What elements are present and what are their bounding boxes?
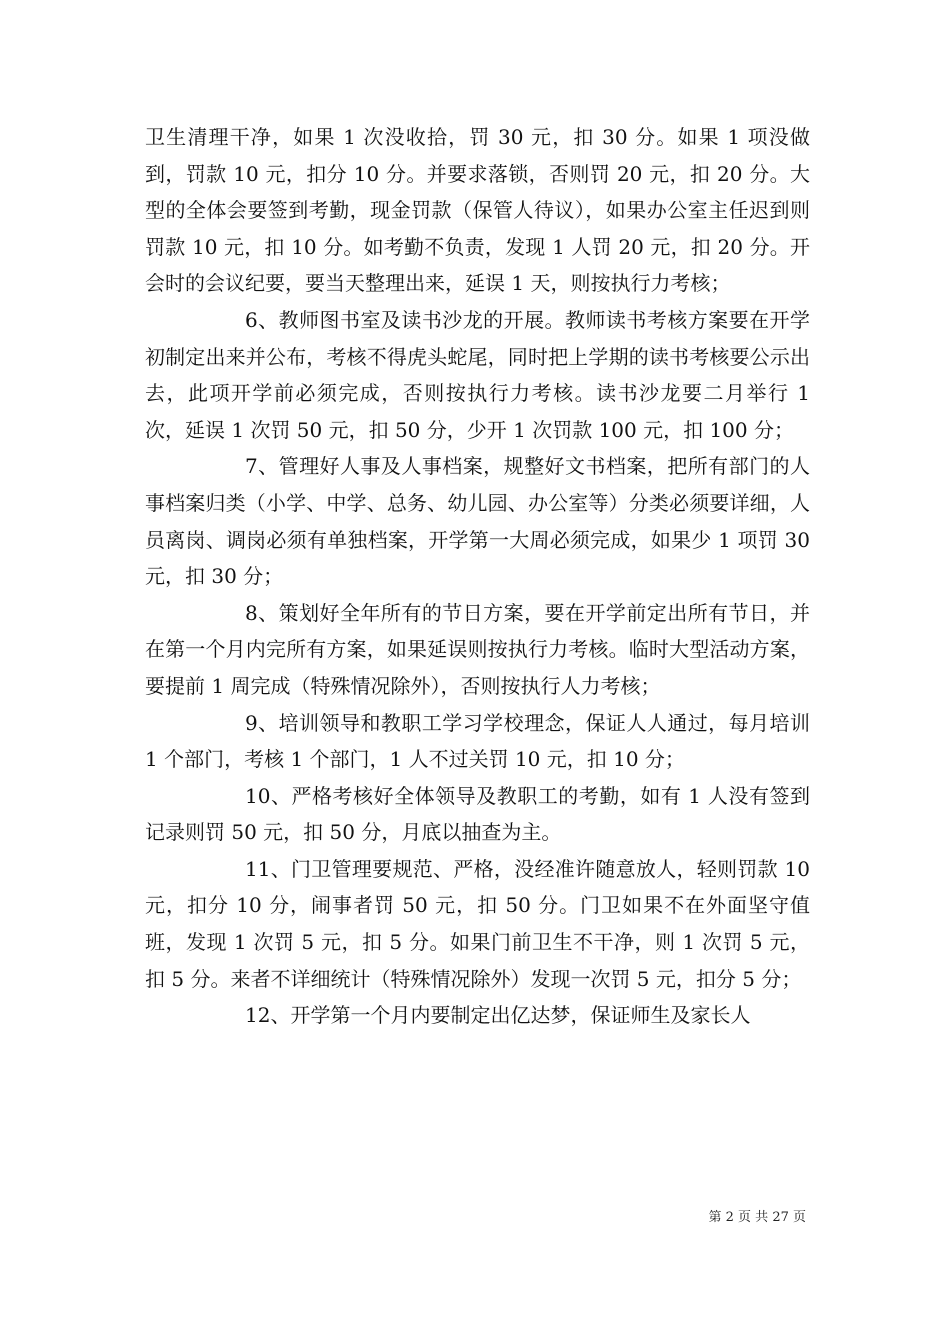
paragraph-item-7: 7、管理好人事及人事档案，规整好文书档案，把所有部门的人事档案归类（小学、中学、总务、幼儿园、办公室等）分类必须要详细，人员离岗、调岗必须有单独档案，开学第一大周必须完成，如果少 1 项罚 30 元，扣 30 分； (145, 454, 810, 589)
paragraph-item-10: 10、严格考核好全体领导及教职工的考勤，如有 1 人没有签到记录则罚 50 元，扣 50 分，月底以抽查为主。 (145, 783, 810, 845)
page-number-footer: 第 2 页 共 27 页 (708, 1210, 806, 1225)
paragraph-item-12: 12、开学第一个月内要制定出亿达梦，保证师生及家长人 (245, 1003, 751, 1028)
paragraph-item-8: 8、策划好全年所有的节日方案，要在开学前定出所有节日，并在第一个月内完所有方案，如果延误则按执行力考核。临时大型活动方案，要提前 1 周完成（特殊情况除外），否则按执行人力考核； (145, 600, 810, 698)
paragraph-continued: 卫生清理干净，如果 1 次没收拾，罚 30 元，扣 30 分。如果 1 项没做到，罚款 10 元，扣分 10 分。并要求落锁，否则罚 20 元，扣 20 分。大型的全体会要签到考勤，现金罚款（保管人待议），如果办公室主任迟到则罚款 10 元，扣 10 分。如考勤不负责，发现 1 人罚 20 元，扣 20 分。开会时的会议纪要，要当天整理出来，延误 1 天，则按执行力考核； (145, 125, 810, 296)
document-body (145, 119, 810, 1034)
paragraph-item-11: 11、门卫管理要规范、严格，没经准许随意放人，轻则罚款 10 元，扣分 10 分，闹事者罚 50 元，扣 50 分。门卫如果不在外面坚守值班，发现 1 次罚 5 元，扣 5 分。如果门前卫生不干净，则 1 次罚 5 元，扣 5 分。来者不详细统计（特殊情况除外）发现一次罚 5 元，扣分 5 分； (145, 856, 810, 991)
paragraph-item-9: 9、培训领导和教职工学习学校理念，保证人人通过，每月培训 1 个部门，考核 1 个部门，1 人不过关罚 10 元，扣 10 分； (145, 710, 810, 772)
paragraph-item-6: 6、教师图书室及读书沙龙的开展。教师读书考核方案要在开学初制定出来并公布，考核不得虎头蛇尾，同时把上学期的读书考核要公示出去，此项开学前必须完成，否则按执行力考核。读书沙龙要二月举行 1 次，延误 1 次罚 50 元，扣 50 分，少开 1 次罚款 100 元，扣 100 分； (145, 307, 810, 442)
